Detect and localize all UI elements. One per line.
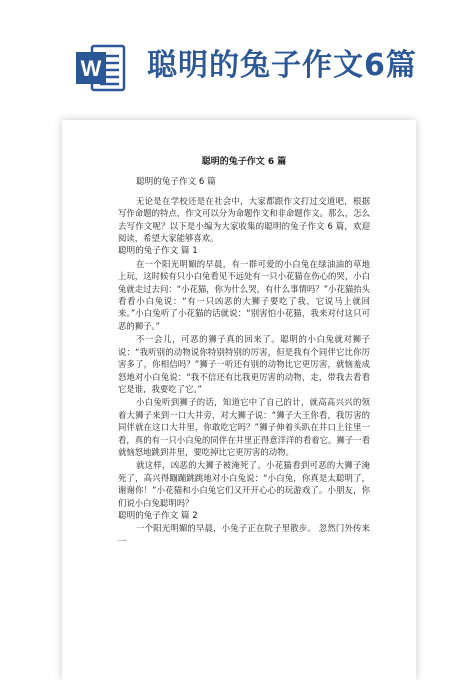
story-paragraph: 一个阳光明媚的早晨，小兔子正在院子里散步。 忽然门外传来一: [118, 523, 370, 546]
word-icon-letter: W: [80, 56, 102, 81]
banner: [0, 0, 474, 118]
story-paragraph: 不一会儿，可恶的狮子真的回来了。聪明的小白兔就对狮子说：“我听别的动物说你特别特别的厉害，但是我有个同伴它比你厉害多了，你相信吗？”狮子一听还有别的动物比它更厉害，就恼羞成怒地对小白兔说：“我不信还有比我更厉害的动物，走，带我去看看它是谁，我要吃了它。”: [118, 334, 370, 394]
section-heading-1: 聪明的兔子作文 篇 1: [118, 246, 198, 257]
story-paragraph: 就这样，凶恶的大狮子被淹死了。小花猫看到可恶的大狮子淹死了，高兴得蹦蹦跳跳地对小白兔说：“小白兔，你真是太聪明了，谢谢你！”小花猫和小白兔它们又开开心心的玩游戏了。小朋友，你们说小白兔聪明吗？: [118, 460, 370, 508]
banner-title: 聪明的兔子作文6篇: [147, 48, 417, 83]
intro-paragraph: 无论是在学校还是在社会中，大家都跟作文打过交道吧，根据写作命题的特点，作文可以分为命题作文和非命题作文。那么，怎么去写作文呢？以下是小编为大家收集的聪明的兔子作文 6 篇，欢迎阅读，希望大家能够喜欢。: [118, 195, 370, 244]
document-body: [118, 156, 370, 548]
document-title: 聪明的兔子作文 6 篇: [201, 157, 287, 167]
document-subtitle: 聪明的兔子作文 6 篇: [136, 177, 216, 188]
word-document-icon: [74, 42, 126, 94]
story-paragraph: 在一个阳光明媚的早晨，有一群可爱的小白兔在绿油油的草地上玩，这时候有只小白兔看见不远处有一只小花猫在伤心的哭，小白兔就走过去问：“小花猫，你为什么哭，有什么事情吗？”小花猫抬头看看小白兔说：“有一只凶恶的大狮子要吃了我，它说马上就回来。”小白兔听了小花猫的话就说：“别害怕小花猫，我来对付这只可恶的狮子。”: [118, 258, 370, 331]
story-paragraph: 小白兔听到狮子的话，知道它中了自己的计，就高高兴兴的领着大狮子来到一口大井旁，对大狮子说：“狮子大王你看，我厉害的同伴就在这口大井里，你敢吃它吗？”狮子伸着头趴在井口上往里一看，真的有一只小白兔的同伴在井里正得意洋洋的看着它。狮子一看就恼怒地跳到井里，要吃掉比它更厉害的动物。: [118, 397, 370, 457]
section-heading-2: 聪明的兔子作文 篇 2: [118, 510, 198, 521]
